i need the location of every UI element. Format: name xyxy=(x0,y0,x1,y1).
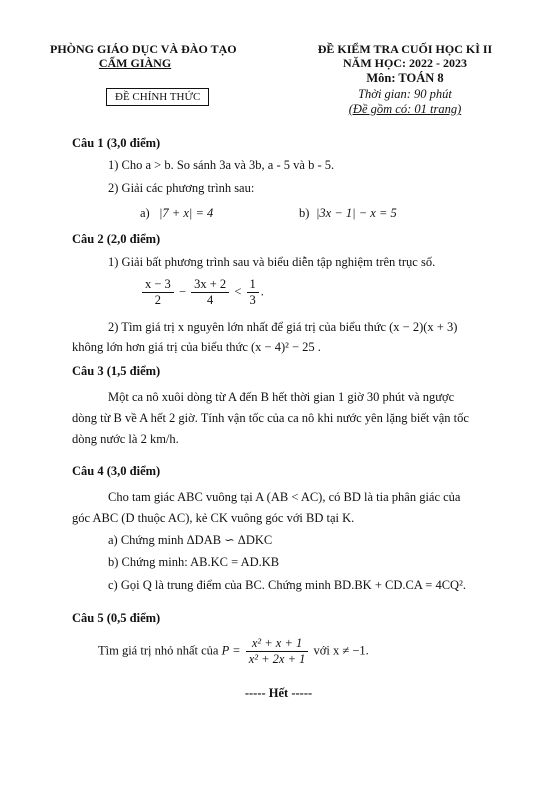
q3-line1: Một ca nô xuôi dòng từ A đến B hết thời gian 1 giờ 30 phút và ngược xyxy=(108,390,455,404)
q2-part1: 1) Giải bất phương trình sau và biểu diễn tập nghiệm trên trục số. xyxy=(108,255,436,269)
department-name: PHÒNG GIÁO DỤC VÀ ĐÀO TẠO xyxy=(50,42,237,56)
less-than-sign: < xyxy=(234,284,242,299)
duration: Thời gian: 90 phút xyxy=(358,87,452,101)
frac2-num: 3x + 2 xyxy=(191,277,229,293)
q4-title: Câu 4 (3,0 điểm) xyxy=(72,464,161,478)
end-period: . xyxy=(260,284,264,299)
q3-line3: dòng nước là 2 km/h. xyxy=(72,432,179,446)
q4-part-a: a) Chứng minh ΔDAB ∽ ΔDKC xyxy=(108,533,273,547)
q1-title: Câu 1 (3,0 điểm) xyxy=(72,136,161,150)
q5-prefix: Tìm giá trị nhỏ nhất của xyxy=(98,643,219,658)
q5-suffix: với x ≠ −1. xyxy=(313,643,369,658)
q3-line2: dòng từ B về A hết 2 giờ. Tính vận tốc của ca nô khi nước yên lặng biết vận tốc xyxy=(72,411,469,425)
q1-part1: 1) Cho a > b. So sánh 3a và 3b, a - 5 và b - 5. xyxy=(108,158,335,172)
frac1-den: 2 xyxy=(154,293,162,307)
frac3-den: 3 xyxy=(249,293,256,307)
minus-sign: − xyxy=(178,284,186,299)
q1-a-label: a) xyxy=(140,206,150,220)
q3-title: Câu 3 (1,5 điểm) xyxy=(72,364,161,378)
q1-b-equation: |3x − 1| − x = 5 xyxy=(316,206,397,220)
q4-line1: Cho tam giác ABC vuông tại A (AB < AC), có BD là tia phân giác của xyxy=(108,490,461,504)
district-name: CẨM GIÀNG xyxy=(98,56,172,70)
q5-denominator: x² + 2x + 1 xyxy=(248,652,306,666)
frac2-den: 4 xyxy=(207,293,214,307)
frac1-num: x − 3 xyxy=(142,277,174,293)
q2-inequality xyxy=(140,277,264,308)
q1-part2: 2) Giải các phương trình sau: xyxy=(108,181,255,195)
exam-title: ĐỀ KIỂM TRA CUỐI HỌC KÌ II xyxy=(317,42,493,56)
q5-expression xyxy=(98,636,369,667)
q5-title: Câu 5 (0,5 điểm) xyxy=(72,611,161,625)
q1-a-equation: |7 + x| = 4 xyxy=(159,206,214,220)
school-year: NĂM HỌC: 2022 - 2023 xyxy=(343,56,467,70)
official-badge: ĐỀ CHÍNH THỨC xyxy=(106,88,209,106)
q5-p-label: P = xyxy=(221,643,241,658)
q2-title: Câu 2 (2,0 điểm) xyxy=(72,232,161,246)
subject: Môn: TOÁN 8 xyxy=(366,71,444,85)
q2-part2-line1: 2) Tìm giá trị x nguyên lớn nhất để giá trị của biểu thức (x − 2)(x + 3) xyxy=(108,320,458,334)
q4-part-b: b) Chứng minh: AB.KC = AD.KB xyxy=(108,555,280,569)
q1-b-label: b) xyxy=(299,206,310,220)
frac3-num: 1 xyxy=(247,277,259,293)
q4-part-c: c) Gọi Q là trung điểm của BC. Chứng minh BD.BK + CD.CA = 4CQ². xyxy=(108,578,466,592)
end-marker: ----- Hết ----- xyxy=(244,686,313,700)
q5-numerator: x² + x + 1 xyxy=(246,636,309,652)
q2-part2-line2: không lớn hơn giá trị của biểu thức (x − 4)² − 25 . xyxy=(72,340,321,354)
page-count: (Đề gồm có: 01 trang) xyxy=(348,102,462,116)
q4-line2: góc ABC (D thuộc AC), kẻ CK vuông góc với BD tại K. xyxy=(72,511,355,525)
